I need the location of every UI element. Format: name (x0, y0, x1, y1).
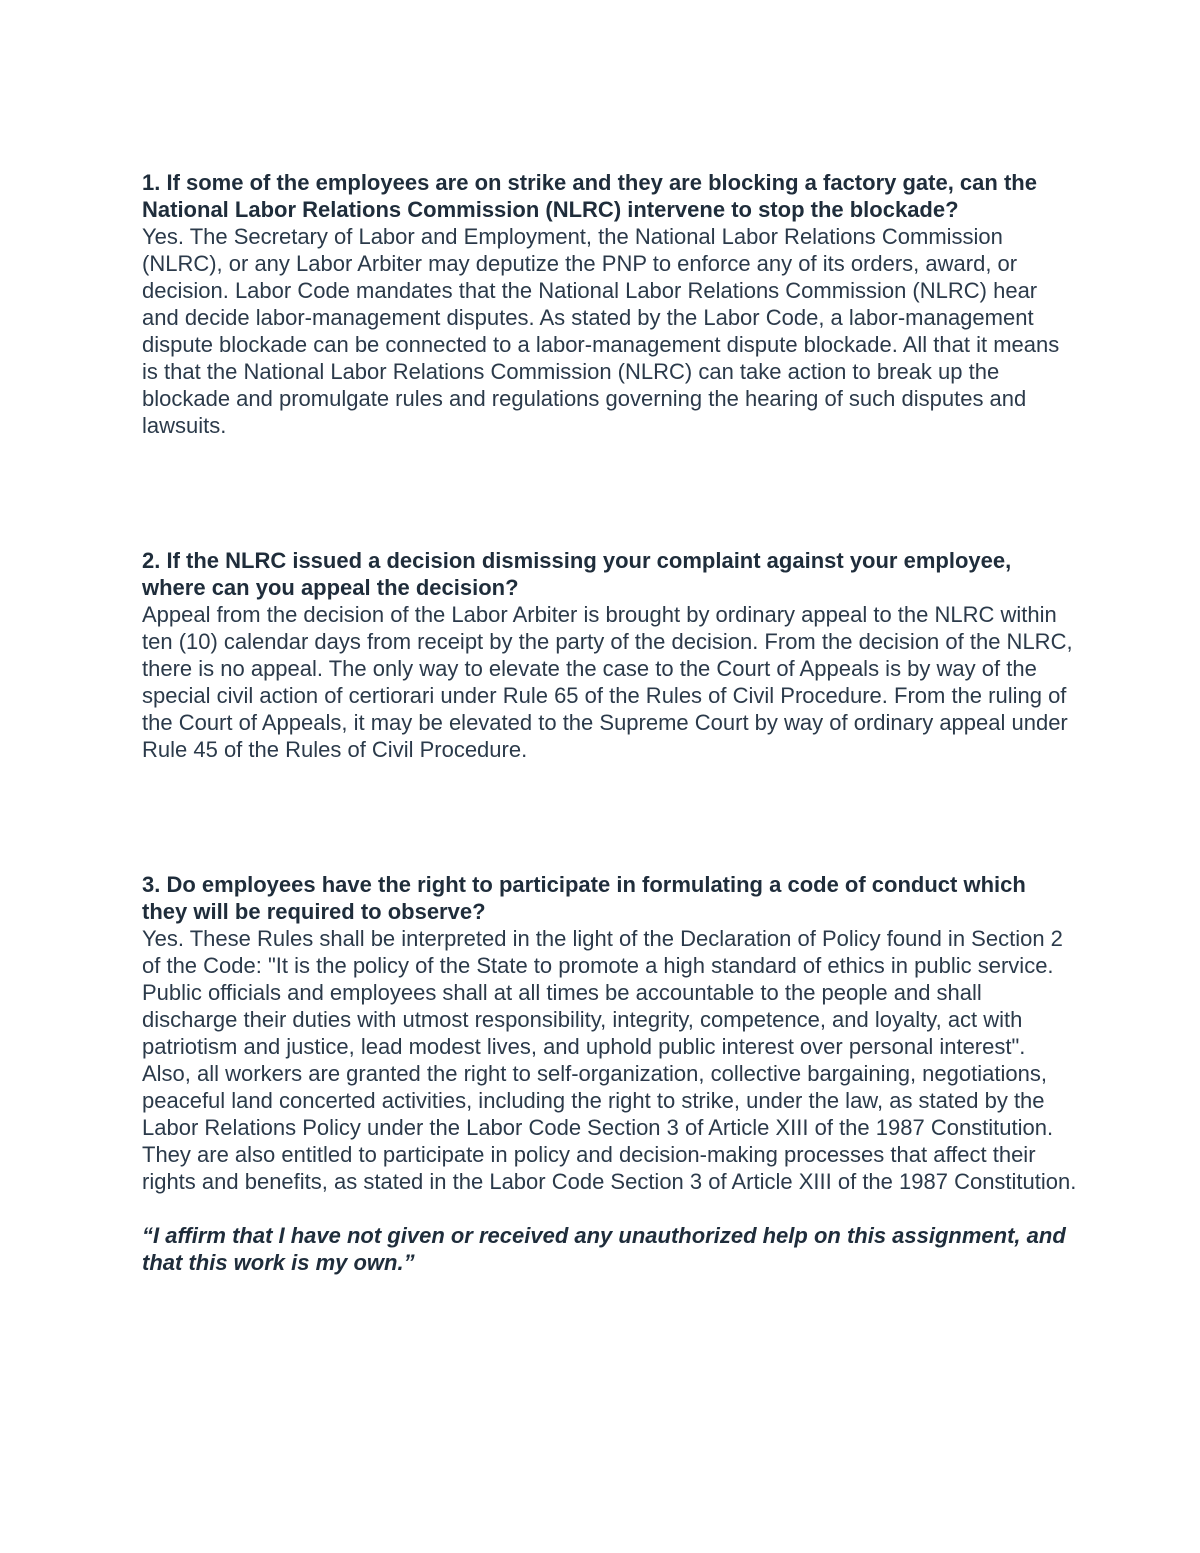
qa-item-2 (142, 547, 1077, 763)
qa-item-1 (142, 169, 1077, 439)
answer-3: Yes. These Rules shall be interpreted in the light of the Declaration of Policy found in Section 2 of the Code: "It is the policy of the State to promote a high standard of ethics in public service. Public officials and employees shall at all times be accountable to the people and shall discharge their duties with utmost responsibility, integrity, competence, and loyalty, act with patriotism and justice, lead modest lives, and uphold public interest over personal interest". Also, all workers are granted the right to self-organization, collective bargaining, negotiations, peaceful land concerted activities, including the right to strike, under the law, as stated by the Labor Relations Policy under the Labor Code Section 3 of Article XIII of the 1987 Constitution. They are also entitled to participate in policy and decision-making processes that affect their rights and benefits, as stated in the Labor Code Section 3 of Article XIII of the 1987 Constitution. (142, 926, 1077, 1194)
answer-1: Yes. The Secretary of Labor and Employment, the National Labor Relations Commission (NLRC), or any Labor Arbiter may deputize the PNP to enforce any of its orders, award, or decision. Labor Code mandates that the National Labor Relations Commission (NLRC) hear and decide labor-management disputes. As stated by the Labor Code, a labor-management dispute blockade can be connected to a labor-management dispute blockade. All that it means is that the National Labor Relations Commission (NLRC) can take action to break up the blockade and promulgate rules and regulations governing the hearing of such disputes and lawsuits. (142, 224, 1060, 438)
document-page (142, 169, 1077, 1298)
question-3: 3. Do employees have the right to participate in formulating a code of conduct which they will be required to observe? (142, 872, 1026, 924)
question-1: 1. If some of the employees are on strike and they are blocking a factory gate, can the National Labor Relations Commission (NLRC) intervene to stop the blockade? (142, 170, 1037, 222)
qa-item-3 (142, 871, 1077, 1276)
honor-affirmation: “I affirm that I have not given or received any unauthorized help on this assignment, and that this work is my own.” (142, 1223, 1066, 1275)
answer-2: Appeal from the decision of the Labor Arbiter is brought by ordinary appeal to the NLRC within ten (10) calendar days from receipt by the party of the decision. From the decision of the NLRC, there is no appeal. The only way to elevate the case to the Court of Appeals is by way of the special civil action of certiorari under Rule 65 of the Rules of Civil Procedure. From the ruling of the Court of Appeals, it may be elevated to the Supreme Court by way of ordinary appeal under Rule 45 of the Rules of Civil Procedure. (142, 602, 1073, 762)
question-2: 2. If the NLRC issued a decision dismissing your complaint against your employee, where can you appeal the decision? (142, 548, 1012, 600)
